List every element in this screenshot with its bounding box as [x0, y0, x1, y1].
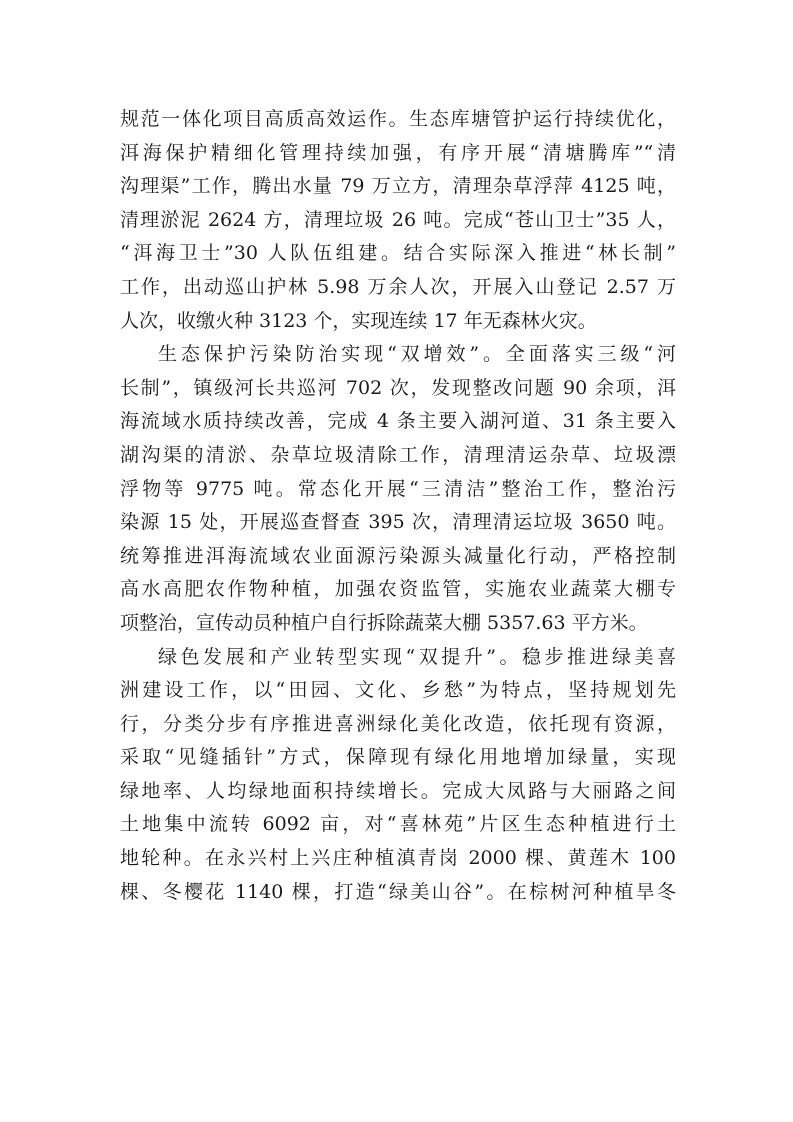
- text-line: 地轮种。在永兴村上兴庄种植滇青岗 2000 棵、黄莲木 100: [120, 847, 676, 870]
- text-line: 沟理渠”工作，腾出水量 79 万立方，清理杂草浮萍 4125 吨，: [120, 175, 676, 198]
- text-line: 人次，收缴火种 3123 个，实现连续 17 年无森林火灾。: [120, 309, 597, 332]
- text-line: 洲建设工作，以“田园、文化、乡愁”为特点，坚持规划先: [120, 679, 676, 702]
- paragraph-start-line: 生态保护污染防治实现“双增效”。全面落实三级“河: [158, 343, 676, 366]
- text-line: 工作，出动巡山护林 5.98 万余人次，开展入山登记 2.57 万: [120, 275, 676, 298]
- text-line: 规范一体化项目高质高效运作。生态库塘管护运行持续优化，: [120, 108, 676, 130]
- text-line: 洱海保护精细化管理持续加强，有序开展“清塘腾库”“清: [120, 141, 676, 164]
- text-line: 浮物等 9775 吨。常态化开展“三清洁”整治工作，整治污: [120, 477, 676, 500]
- text-line: “洱海卫士”30 人队伍组建。结合实际深入推进“林长制”: [120, 242, 676, 265]
- text-line: 海流域水质持续改善，完成 4 条主要入湖河道、31 条主要入: [120, 410, 676, 433]
- paragraph-start-line: 绿色发展和产业转型实现“双提升”。稳步推进绿美喜: [158, 645, 676, 668]
- text-line: 统筹推进洱海流域农业面源污染源头减量化行动，严格控制: [120, 544, 676, 567]
- text-line: 染源 15 处，开展巡查督查 395 次，清理清运垃圾 3650 吨。: [120, 511, 676, 534]
- text-line: 采取“见缝插针”方式，保障现有绿化用地增加绿量，实现: [120, 746, 676, 769]
- text-line: 绿地率、人均绿地面积持续增长。完成大凤路与大丽路之间: [120, 779, 676, 802]
- text-line: 行，分类分步有序推进喜洲绿化美化改造，依托现有资源，: [120, 712, 676, 735]
- text-line: 长制”，镇级河长共巡河 702 次，发现整改问题 90 余项，洱: [120, 376, 676, 399]
- text-line: 土地集中流转 6092 亩，对“喜林苑”片区生态种植进行土: [120, 813, 676, 836]
- text-line: 棵、冬樱花 1140 棵，打造“绿美山谷”。在棕树河种植旱冬: [120, 880, 676, 903]
- body-text: [120, 103, 676, 909]
- text-line: 湖沟渠的清淤、杂草垃圾清除工作，清理清运杂草、垃圾漂: [120, 443, 676, 466]
- text-line: 清理淤泥 2624 方，清理垃圾 26 吨。完成“苍山卫士”35 人，: [120, 208, 676, 231]
- text-line: 高水高肥农作物种植，加强农资监管，实施农业蔬菜大棚专: [120, 578, 676, 601]
- text-line: 项整治，宣传动员种植户自行拆除蔬菜大棚 5357.63 平方米。: [120, 611, 648, 634]
